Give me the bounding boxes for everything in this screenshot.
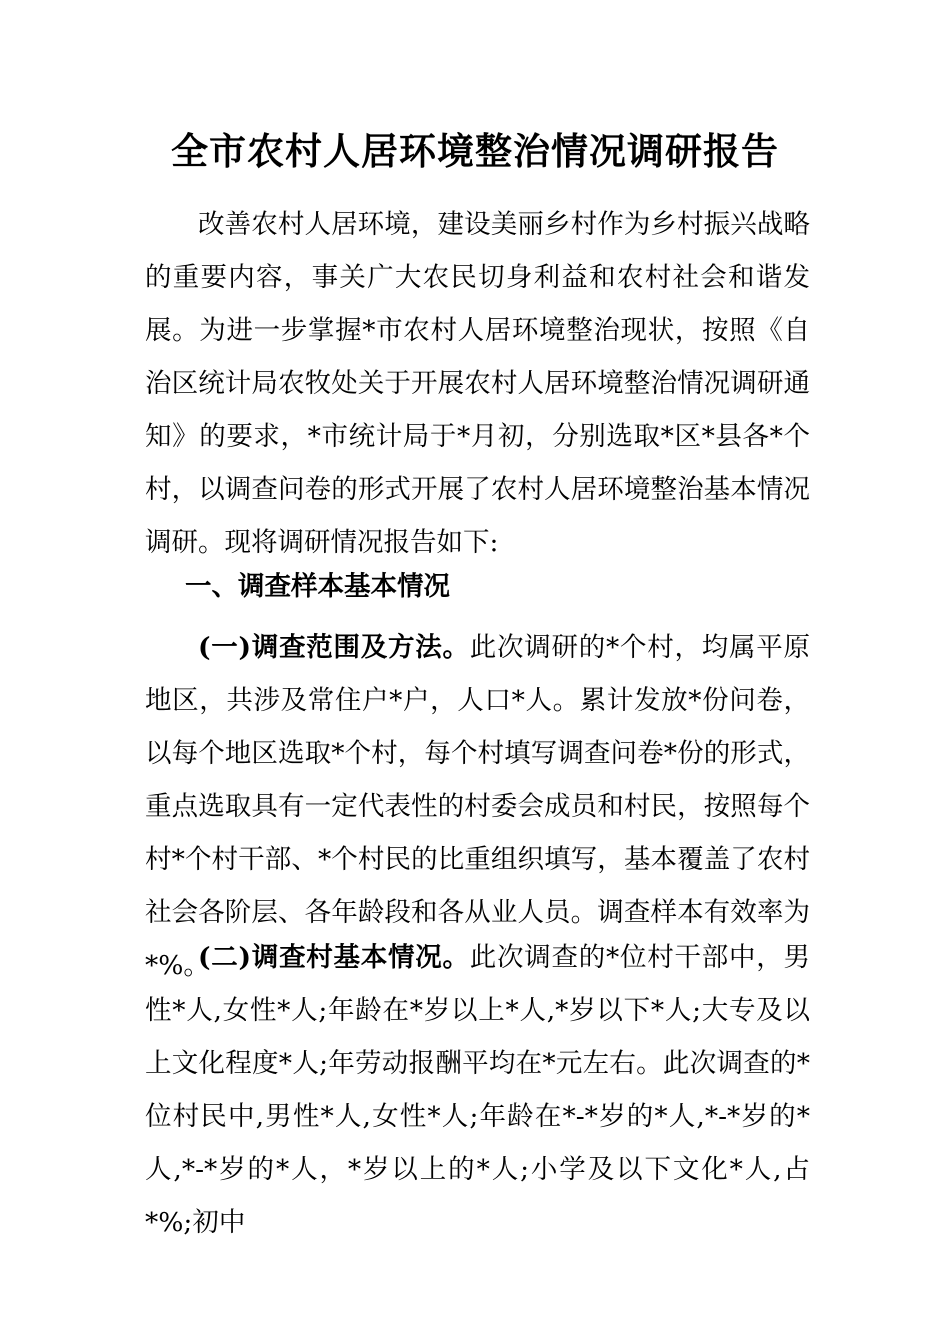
paragraph-lead: (二)调查村基本情况。: [198, 942, 470, 973]
village-paragraph: [145, 931, 810, 1249]
intro-paragraph: 改善农村人居环境，建设美丽乡村作为乡村振兴战略的重要内容，事关广大农民切身利益和农村社会和谐发展。为进一步掌握*市农村人居环境整治现状，按照《自治区统计局农牧处关于开展农村人居环境整治情况调研通知》的要求，*市统计局于*月初，分别选取*区*县各*个村，以调查问卷的形式开展了农村人居环境整治基本情况调研。现将调研情况报告如下:: [145, 209, 810, 558]
paragraph-body: 此次调研的*个村，均属平原地区，共涉及常住户*户，人口*人。累计发放*份问卷，以每个地区选取*个村，每个村填写调查问卷*份的形式，重点选取具有一定代表性的村委会成员和村民，按照每个村*个村干部、*个村民的比重组织填写，基本覆盖了农村社会各阶层、各年龄段和各从业人员。调查样本有效率为*%。: [145, 632, 811, 981]
document-title: 全市农村人居环境整治情况调研报告: [171, 129, 779, 173]
section-heading: 一、调查样本基本情况: [185, 571, 450, 602]
paragraph-body: 此次调查的*位村干部中，男性*人,女性*人;年龄在*岁以上*人,*岁以下*人;大专及以上文化程度*人;年劳动报酬平均在*元左右。此次调查的*位村民中,男性*人,女性*人;年龄在*-*岁的*人,*-*岁的*人,*-*岁的*人，*岁以上的*人;小学及以下文化*人,占*%;初中: [145, 942, 811, 1238]
paragraph-lead: (一)调查范围及方法。: [198, 632, 470, 663]
